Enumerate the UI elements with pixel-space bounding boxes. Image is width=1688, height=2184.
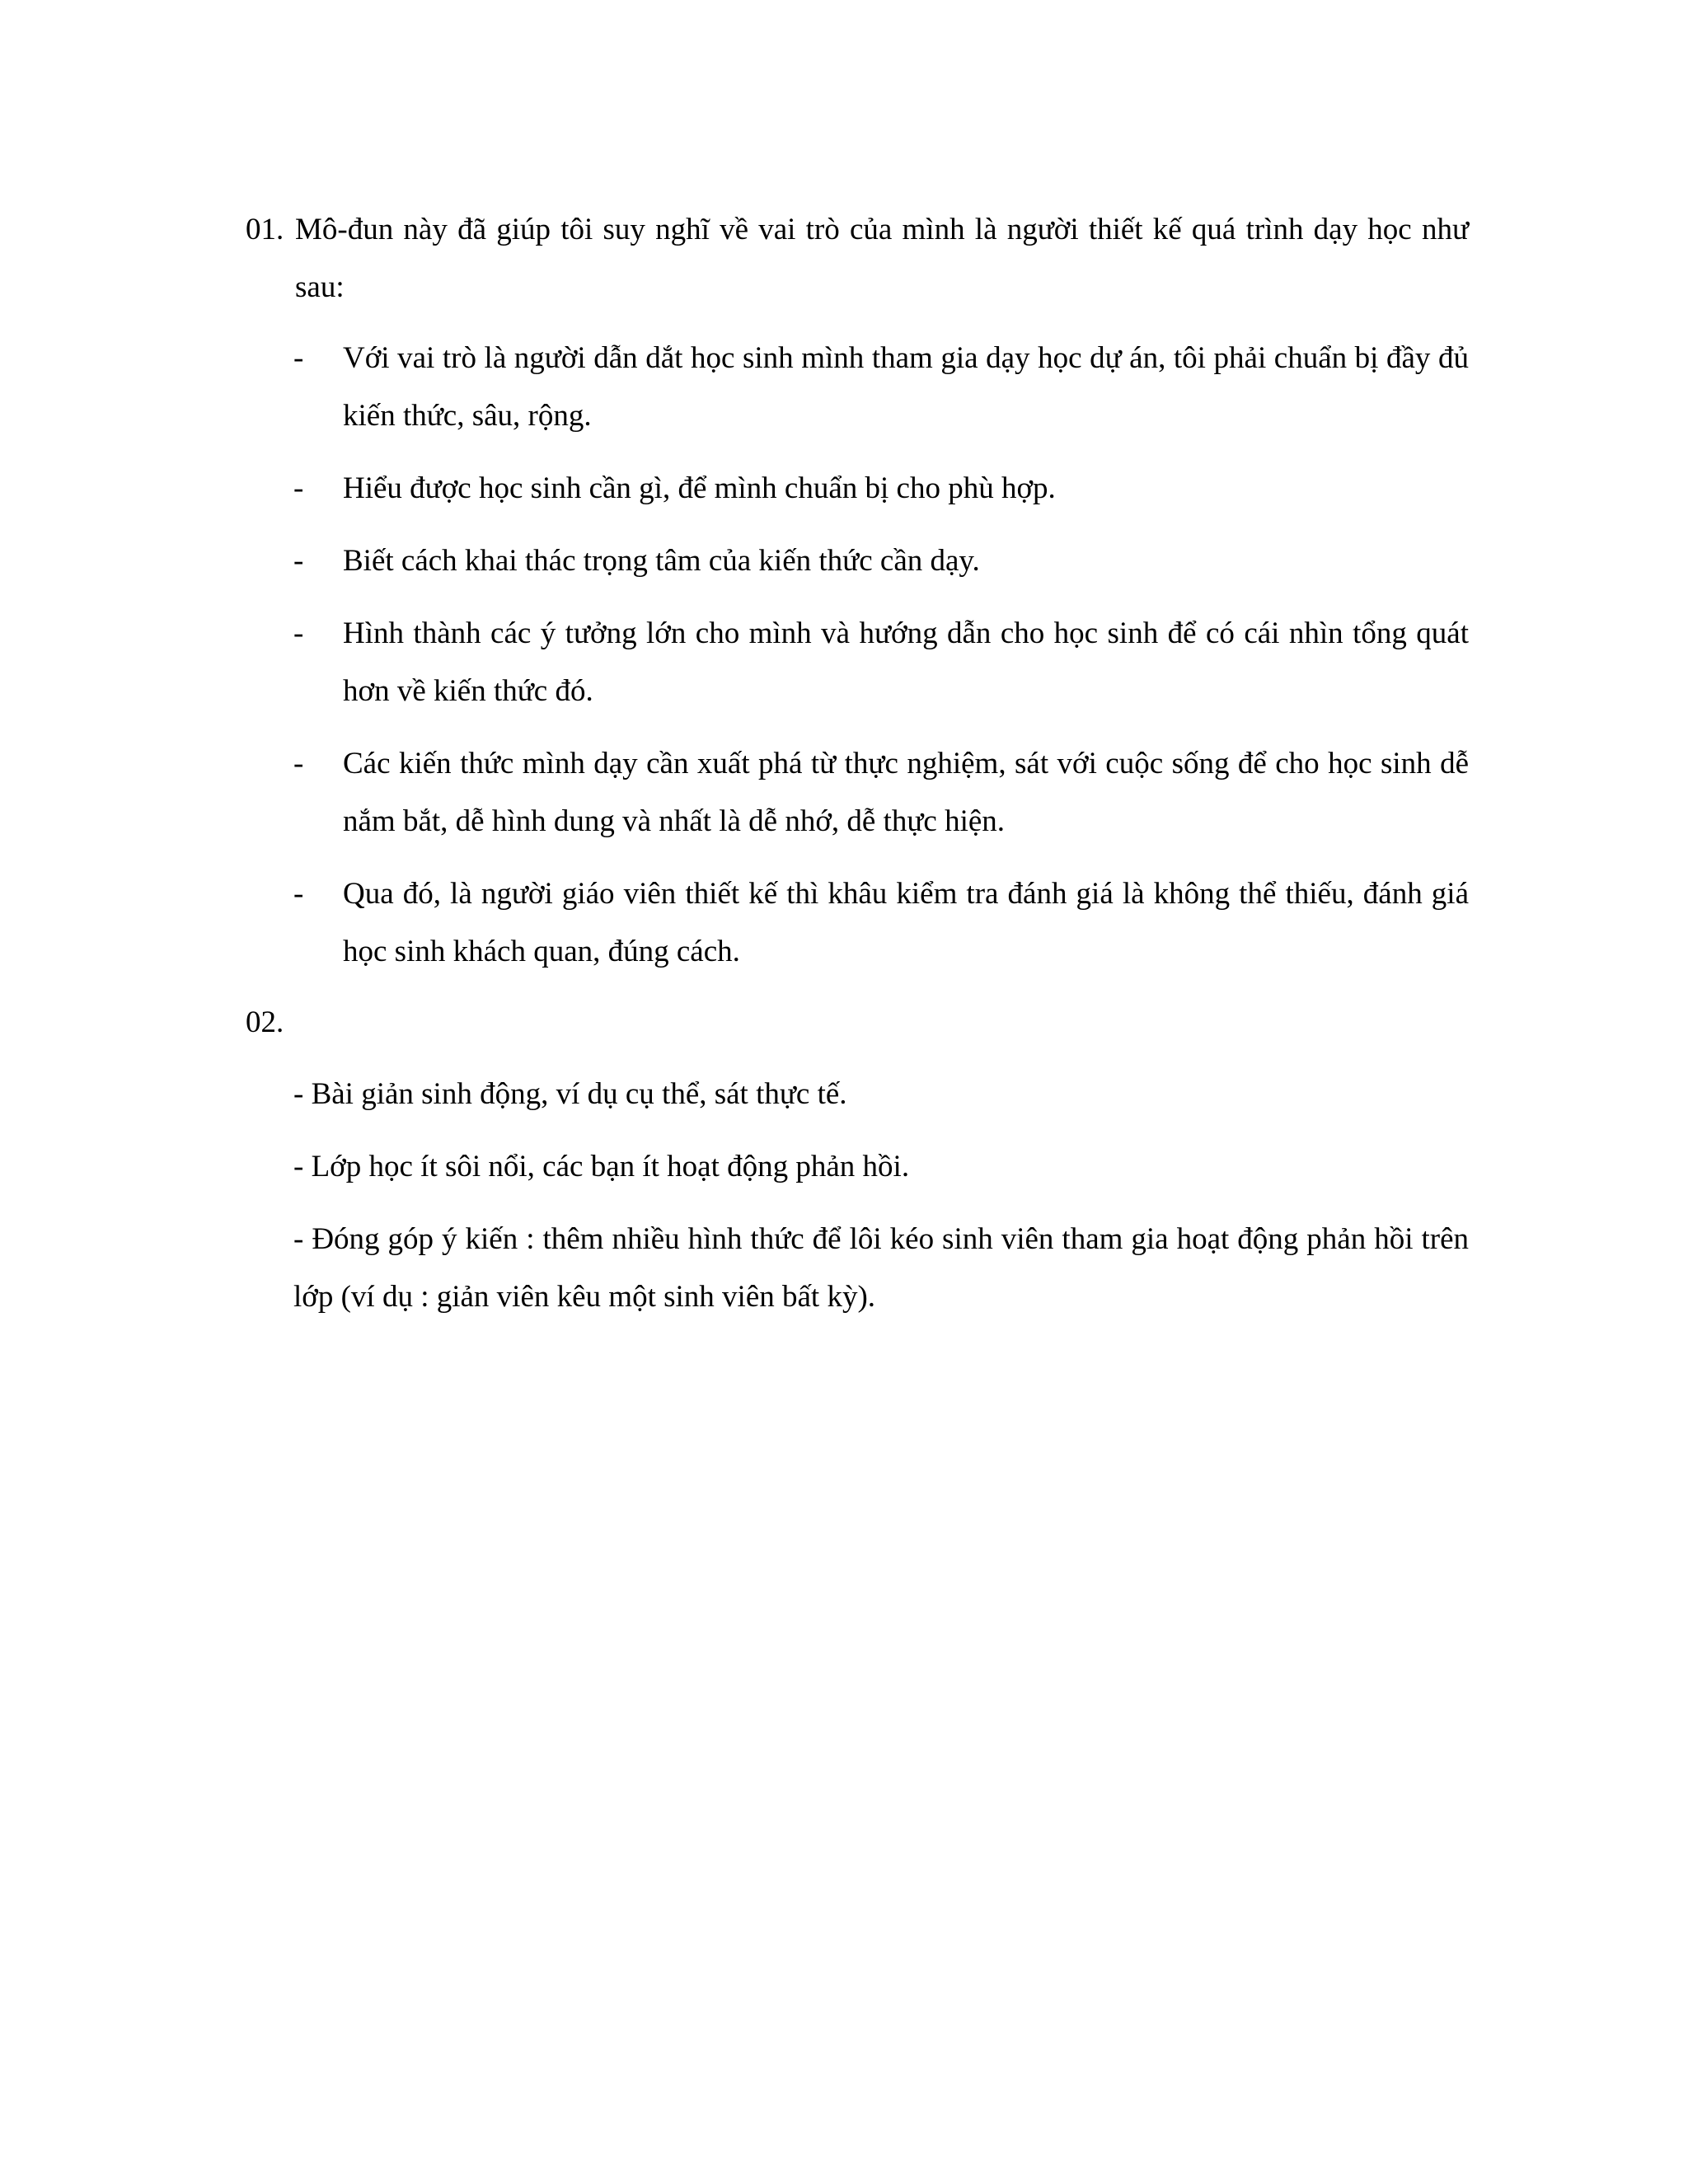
bullet-item: [293, 460, 1469, 518]
bullet-item: [293, 735, 1469, 851]
bullet-text: Các kiến thức mình dạy cần xuất phá từ thực nghiệm, sát với cuộc sống để cho học sinh dễ nắm bắt, dễ hình dung và nhất là dễ nhớ, dễ thực hiện.: [343, 747, 1469, 838]
bullet-dash: -: [293, 747, 304, 780]
feedback-item: - Đóng góp ý kiến : thêm nhiều hình thức để lôi kéo sinh viên tham gia hoạt động phản hồi trên lớp (ví dụ : giản viên kêu một sinh viên bất kỳ).: [293, 1222, 1469, 1314]
question-1-number: 01.: [246, 213, 284, 246]
question-2-number: 02.: [246, 1005, 284, 1039]
bullet-item: [293, 605, 1469, 720]
bullet-dash: -: [293, 471, 304, 505]
bullet-item: [293, 532, 1469, 590]
bullet-text: Hình thành các ý tưởng lớn cho mình và hướng dẫn cho học sinh để có cái nhìn tổng quát hơn về kiến thức đó.: [343, 616, 1469, 708]
question-2-feedback-list: [293, 1066, 1469, 1341]
question-1-heading: [246, 201, 1469, 316]
bullet-text: Biết cách khai thác trọng tâm của kiến thức cần dạy.: [343, 544, 980, 578]
bullet-text: Qua đó, là người giáo viên thiết kế thì khâu kiểm tra đánh giá là không thể thiếu, đánh giá học sinh khách quan, đúng cách.: [343, 877, 1469, 968]
bullet-text: Hiểu được học sinh cần gì, để mình chuẩn bị cho phù hợp.: [343, 471, 1056, 505]
question-1-intro: Mô-đun này đã giúp tôi suy nghĩ về vai trò của mình là người thiết kế quá trình dạy học như sau:: [295, 213, 1469, 304]
bullet-item: [293, 330, 1469, 445]
bullet-dash: -: [293, 877, 304, 911]
feedback-item: - Bài giản sinh động, ví dụ cụ thể, sát thực tế.: [293, 1077, 847, 1111]
bullet-dash: -: [293, 341, 304, 375]
bullet-item: [293, 865, 1469, 981]
bullet-dash: -: [293, 544, 304, 578]
feedback-item: - Lớp học ít sôi nổi, các bạn ít hoạt động phản hồi.: [293, 1150, 910, 1183]
bullet-dash: -: [293, 616, 304, 650]
bullet-text: Với vai trò là người dẫn dắt học sinh mình tham gia dạy học dự án, tôi phải chuẩn bị đầy đủ kiến thức, sâu, rộng.: [343, 341, 1469, 433]
question-1-bullet-list: [293, 330, 1469, 996]
